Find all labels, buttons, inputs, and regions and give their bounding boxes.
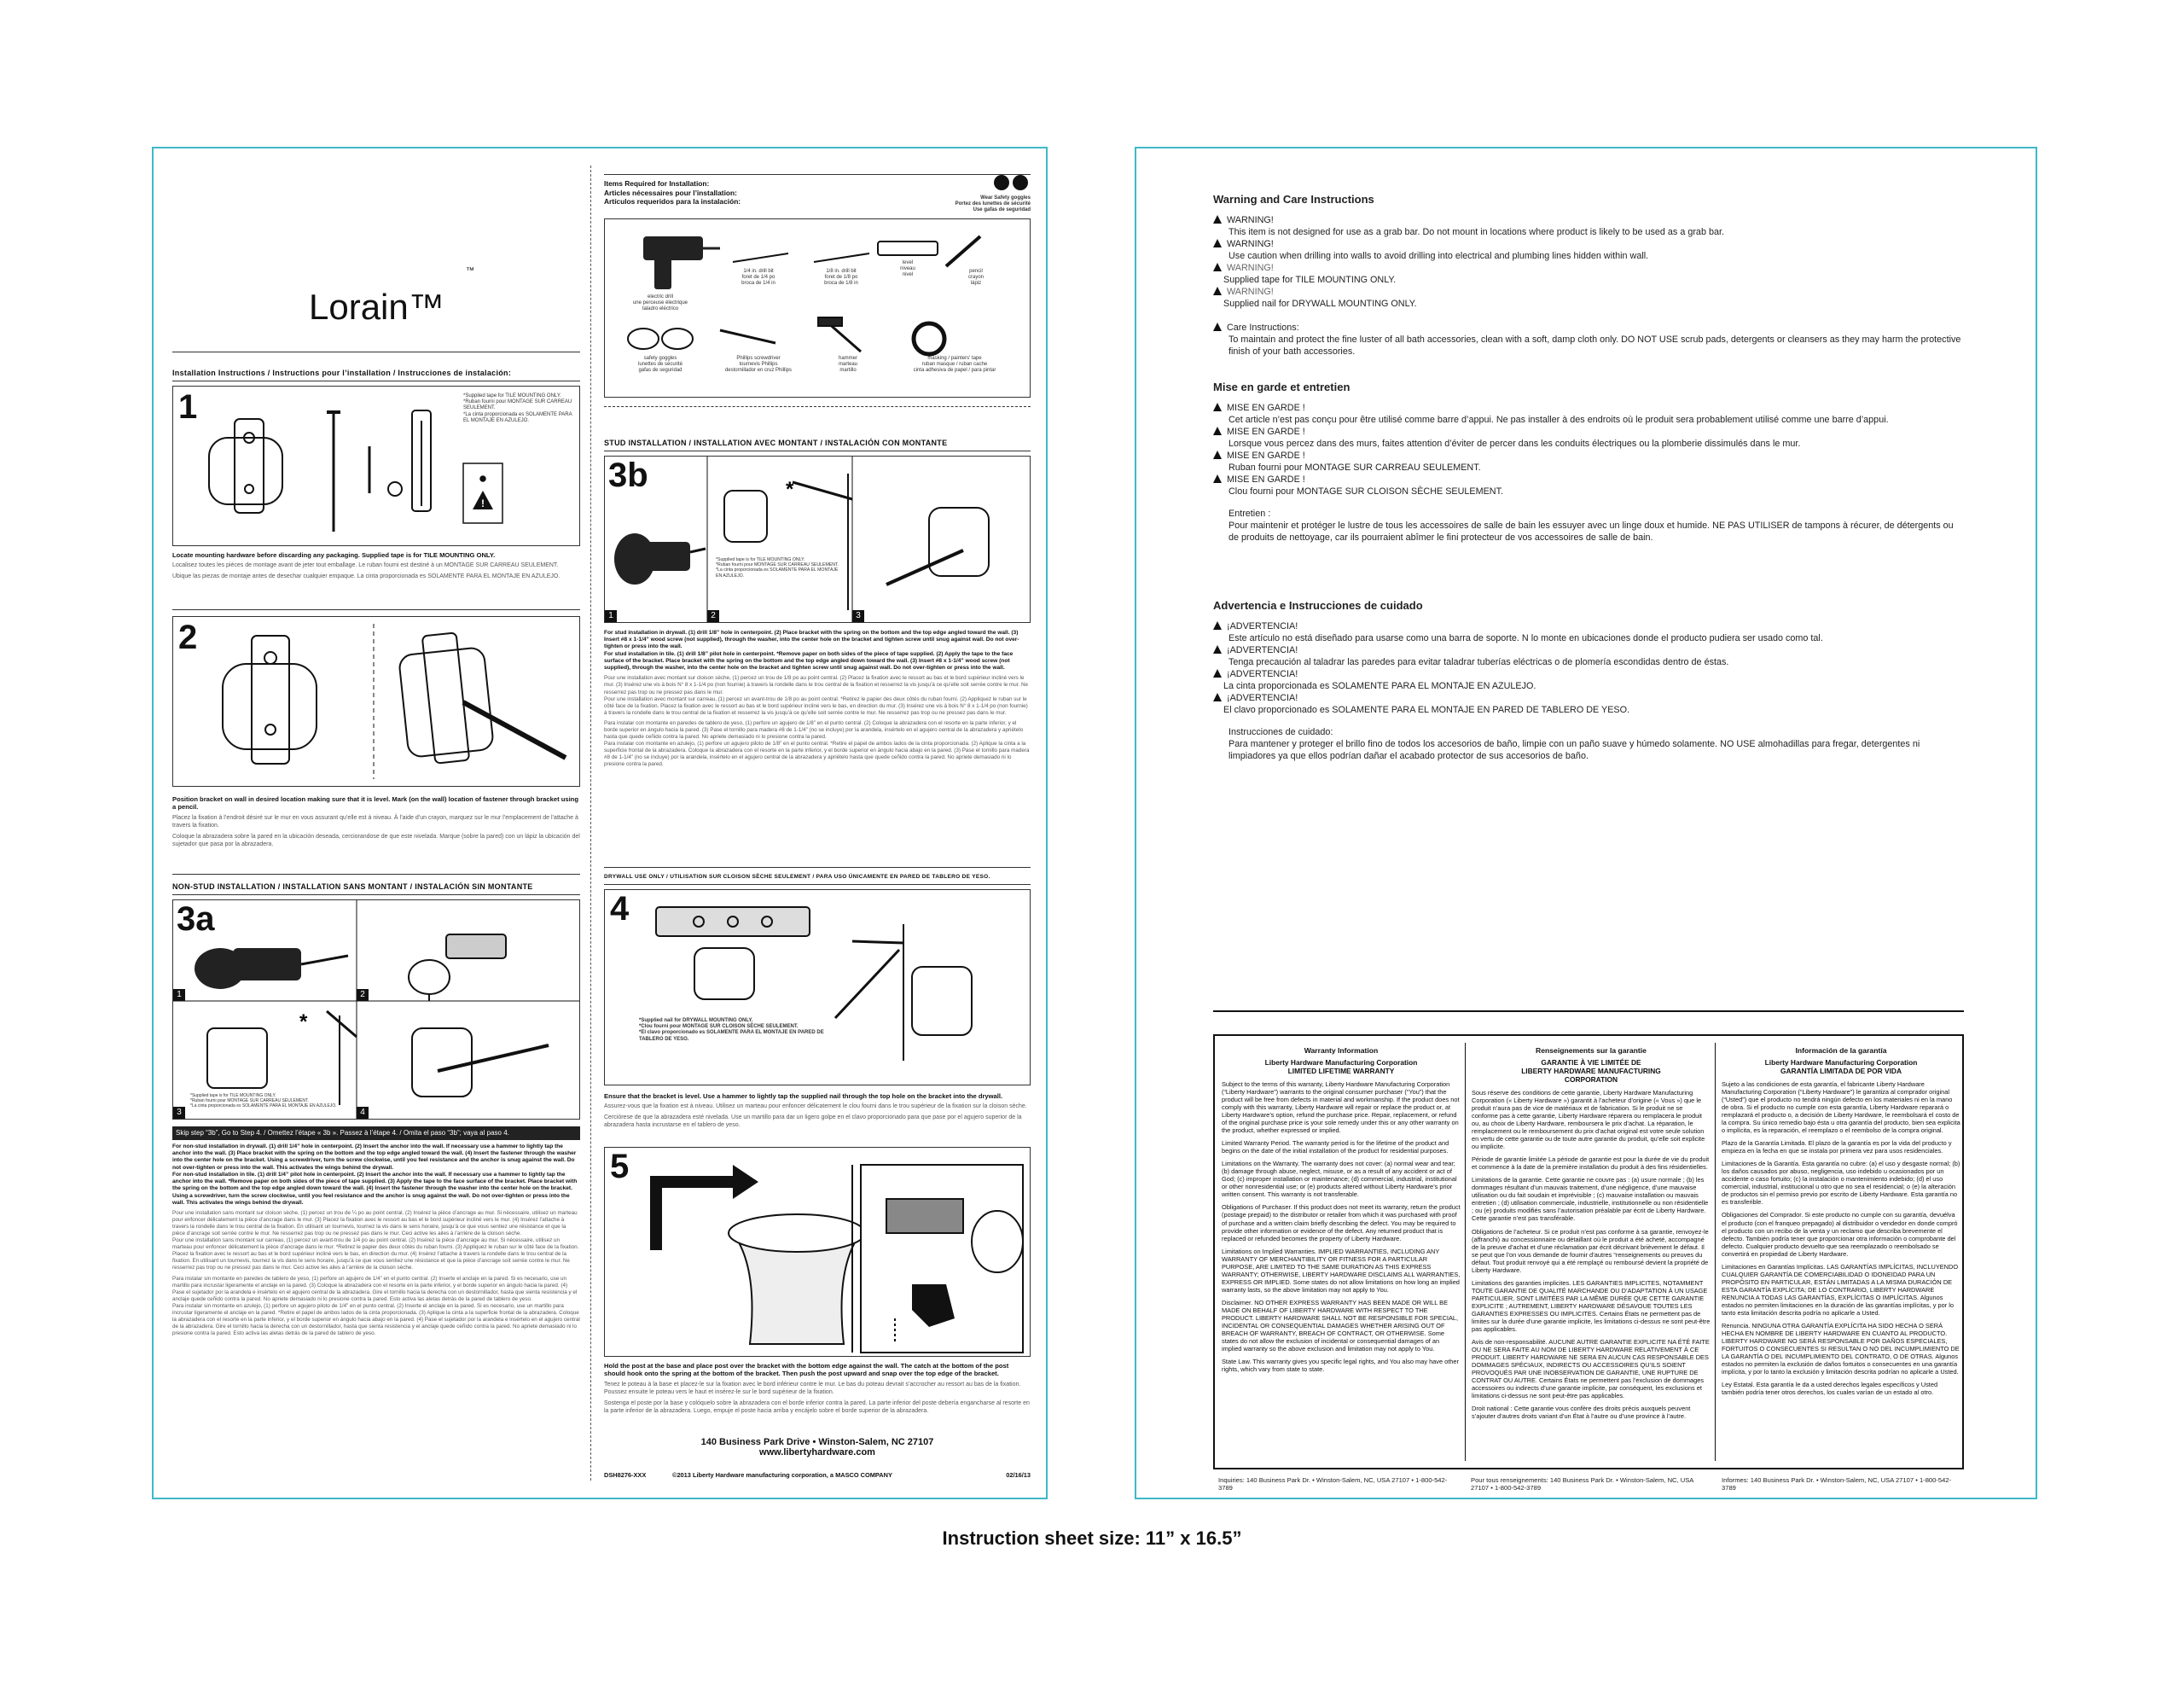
warranty-para: Limitations on Implied Warranties. IMPLIED WARRANTIES, INCLUDING ANY WARRANTY OF MERCHANTIBILITY OR FITNESS FOR A PARTICULAR PURPOSE, ARE LIMITED TO THE SAME DURATION AS THIS EXPRESS WARRANTY; OTHERWISE, LIBERTY HARDWARE DISCLAIMS ALL WARRANTIES, EXPRESS OR IMPLIED. Some states do not allow limitations on how long an implied warranty lasts, so the above limitation may not apply to You.: [1222, 1247, 1461, 1294]
adv-item: ¡ADVERTENCIA!: [1213, 620, 1964, 632]
adv-item: ¡ADVERTENCIA!: [1213, 692, 1964, 704]
warranty-title: GARANTIE À VIE LIMITÉE DE LIBERTY HARDWARE MANUFACTURING CORPORATION: [1521, 1058, 1661, 1084]
wear-safety-text: Wear Safety goggles Portez des lunettes de sécurité Use gafas de seguridad: [955, 195, 1031, 213]
company-footer: [604, 1437, 1031, 1458]
drill-bit-icon: [814, 253, 869, 262]
stud-illustration: [605, 457, 1030, 622]
tool-label-bit-quarter: 1/4 in. drill bit foret de 1/4 po broca de 1/4 in: [741, 269, 775, 287]
adv-item: ¡ADVERTENCIA!: [1213, 644, 1964, 656]
post-illustration: [605, 1148, 1030, 1356]
tape-note: *Supplied tape for TILE MOUNTING ONLY. *Ruban fourni pour MONTAGE SUR CARREAU SEULEMENT. *La cinta proporcionada es SOLAMENTE PARA EL MONTAJE EN AZULEJO.: [463, 393, 572, 423]
safety-note: [860, 174, 1031, 214]
warranty-para: Limitaciones de la Garantía. Esta garantía no cubre: (a) el uso y desgaste normal; (b) los daños causados por abuso, negligencia, uso indebido u ocasionados por un accidente o caso fortuito; (c) la instalación o mantenimiento indebido; (d) el uso comercial, industrial, institucional u otro que no sea el residencial; o (e) la alteración de productos sin el permiso previo por escrito de Liberty Hardware. Esta garantía no es transferible.: [1722, 1160, 1960, 1207]
sub-step-3: 3: [852, 610, 864, 622]
warranty-heading: Warranty Information: [1304, 1046, 1379, 1055]
step-2-en: Position bracket on wall in desired location making sure that it is level. Mark (on the wall) location of fastener through bracket using a pencil.: [172, 795, 578, 812]
step-number: 5: [610, 1148, 630, 1185]
warranty-para: Limitaciones en Garantías Implícitas. LAS GARANTÍAS IMPLÍCITAS, INCLUYENDO CUALQUIER GARANTÍA DE COMERCIABILIDAD O IDONEIDAD PARA UN PROPÓSITO EN PARTICULAR, ESTÁN LIMITADAS A LA MISMA DURACIÓN DE ESTA GARANTÍA EXPLÍCITA; DE LO CONTRARIO, LIBERTY HARDWARE RENUNCIA A TODAS LAS GARANTÍAS, EXPLÍCITAS O IMPLÍCITAS. Algunos estados no permiten limitaciones en la duración de las garantías implícitas, y por lo tanto esta limitación descrita podría no aplicarle a Usted.: [1722, 1262, 1959, 1317]
warranty-para: Période de garantie limitée La période de garantie est pour la durée de vie du produit et commence à la date de la première installation du produit à des fins résidentielles.: [1472, 1155, 1710, 1172]
warning-triangle-icon: [1213, 645, 1222, 654]
sub-step-1: 1: [173, 989, 185, 1001]
bracket-illustration: [173, 617, 579, 786]
warranty-para: Obligaciones del Comprador. Si este producto no cumple con su garantía, devuélva el producto (con el franqueo prepagado) al distribuidor o vendedor en donde compró el producto con un recibo de la venta y un reclamo que describa brevemente el defecto. También podría tener que proporcionar otra información o comprobante del defecto. Cualquier producto devuelto que sea reemplazado o reembolsado se convertirá en propiedad de Liberty Hardware.: [1722, 1211, 1958, 1258]
warning-text: Supplied nail for DRYWALL MOUNTING ONLY.: [1223, 299, 1417, 310]
step-4-panel: [604, 889, 1031, 1085]
doc-date: 02/16/13: [1006, 1471, 1031, 1479]
tool-label-drill: electric drill une perceuse électrique taladro eléctrico: [632, 294, 688, 312]
advertencia-heading: Advertencia e Instrucciones de cuidado: [1213, 599, 1423, 612]
step-1-fr: Localisez toutes les pièces de montage avant de jeter tout emballage. Le ruban fourni est destiné à un MONTAGE SUR CARREAU SEULEMENT.: [172, 562, 559, 569]
divider: [604, 867, 1031, 868]
doc-code: DSH8276-XXX: [604, 1471, 647, 1479]
sub-step-3: 3: [173, 1107, 185, 1119]
inquiry-es: Informes: 140 Business Park Dr. • Winston-Salem, NC, USA 27107 • 1-800-542-3789: [1722, 1476, 1952, 1492]
step-3a-en: For non-stud installation in drywall. (1) drill 1/4” hole in centerpoint. (2) Insert the anchor into the wall. If necessary use a hammer to lightly tap the anchor into the wall. (3) Place bracket with the spring on the bottom and the top edge angled toward the wall. (4) Insert the fastener through the washer into the center hole on the bracket. Using a screwdriver, turn the screw clockwise, until you feel resistance and the anchor is snug against the wall. Do not over-tighten or press into the wall. This activates the wings behind the drywall. For non-stud installation in tile. (1) drill 1/4” pilot hole in centerpoint. (2) Insert the anchor into the wall. If necessary use a hammer to lightly tap the anchor into the wall. *Remove paper on both sides of the piece of tape supplied. (3) Apply the tape to the face surface of the bracket. Place bracket with the spring on the bottom and the top edge angled down toward the wall. (4) Insert the fastener through the washer into the center hole on the bracket. Using a screwdriver, turn the screw clockwise, until you feel resistance and the anchor is snug against the wall. Do not over-tighten or press into the wall. This activates the wings behind the drywall.: [172, 1143, 578, 1206]
step-3a-es: Para instalar sin montante en paredes de tablero de yeso, (1) perfore un agujero de 1/4” en el punto central. (2) Inserte el anclaje en la pared. Si es necesario, use un martillo para incrustar ligeramente el anclaje en la pared. (3) Coloque la abrazadera con el resorte en la parte inferior, y el borde superior en ángulo hacia la pared. (4) Pase el sujetador por la arandela e insértelo en el agujero central de la abrazadera. Gire el tornillo hacia la derecha con un destornillador, hasta que sienta resistencia y el anclaje quede ceñido contra la pared. No apriete demasiado ni lo presione contra la pared. Esto activa las aletas detrás de la pared de tablero de yeso. Para instalar sin montante en azulejo, (1) perfore un agujero piloto de 1/4” en el punto central. (2) Inserte el anclaje en la pared. Si es necesario, use un martillo para incrustar ligeramente el anclaje en la pared. *Retire el papel de ambos lados de la cinta proporcionada. (3) Aplique la cinta a la superficie frontal de la abrazadera. Coloque la abrazadera con el resorte en la parte inferior, y el borde superior en ángulo hacia abajo en la pared. (4) Pase el sujetador por la arandela e insértelo en el agujero central de la abrazadera. Gire el tornillo hacia la derecha con un destornillador, hasta que sienta resistencia y el anclaje quede ceñido contra la pared. No apriete demasiado ni lo presione contra la pared. Esto activa las aletas detrás de la pared de tablero de yeso.: [172, 1275, 580, 1336]
mise-item: MISE EN GARDE !: [1213, 450, 1964, 462]
items-required-heading: Items Required for Installation: Articles nécessaires pour l’installation: Artículos requeridos para la instalación:: [604, 179, 741, 206]
step-3b-es: Para instalar con montante en paredes de tablero de yeso, (1) perfore un agujero de 1/8” en el punto central. (2) Coloque la abrazadera con el resorte en la parte inferior, y el borde superior en ángulo hacia la pared. (3) Pase el tornillo para madera #8 de 1-1/4” (no se incluye) por la arandela, insértelo en el agujero central de la abrazadera y apriételo hasta que quede ceñido contra la pared. No apriete demasiado ni lo presione contra la pared. Para instalar con montante en azulejo, (1) perfore un agujero piloto de 1/8” en el punto central. *Retire el papel de ambos lados de la cinta proporcionada. (2) Aplique la cinta a la superficie frontal de la abrazadera. Coloque la abrazadera con el resorte en la parte inferior, y el borde superior en ángulo hacia abajo en la pared. (3) Pase el tornillo para madera #8 de 1-1/4” (no se incluye) por la arandela, insértelo en el agujero central de la abrazadera y apriételo hasta que quede ceñido contra la pared. No apriete demasiado ni lo presione contra la pared.: [604, 719, 1030, 767]
step-4-fr: Assurez-vous que la fixation est à niveau. Utilisez un marteau pour enfoncer délicatement le clou fourni dans le trou supérieur de la fixation sur la cloison sèche.: [604, 1103, 1027, 1110]
sub-step-1: 1: [605, 610, 617, 622]
fold-line: [590, 166, 591, 1481]
nail-note: *Supplied nail for DRYWALL MOUNTING ONLY. *Clou fourni pour MONTAGE SUR CLOISON SÈCHE SEULEMENT. *El clavo proporcionado es SOLAMENTE PARA EL MONTAJE EN PARED DE TABLERO DE YESO.: [639, 1018, 824, 1042]
warning-heading: Warning and Care Instructions: [1213, 193, 1374, 206]
divider: [172, 894, 580, 895]
column-divider: [1465, 1043, 1466, 1461]
warranty-para: Sous réserve des conditions de cette garantie, Liberty Hardware Manufacturing Corporation (« Liberty Hardware ») garantit à l’acheteur d’origine (« Vous ») que le produit n’aura pas de vice de matériaux et de fabrication. Si le produit ne se conforme pas à cette garantie, Liberty Hardware réparera ou remplacera le produit ou, au choix de Liberty Hardware, remboursera le prix d’achat. La réparation, le remplacement ou le remboursement du prix d’achat original est votre seule solution en vertu de cette garantie ou de toute autre garantie du produit, qu’elle soit explicite ou implicite.: [1472, 1089, 1705, 1151]
warranty-para: Limited Warranty Period. The warranty period is for the lifetime of the product and begins on the date of the initial installation of the product for residential purposes.: [1222, 1139, 1449, 1155]
warranty-para: Obligations de l’acheteur. Si ce produit n’est pas conforme à sa garantie, renvoyez-le (affranchi) au concessionnaire ou détaillant où le produit a été acheté, accompagné de la preuve d’achat et d’une réclamation par écrit décrivant brièvement le défaut. Il se peut que l’on vous demande de fournir d’autres “renseignements ou preuves du défaut. Tout produit renvoyé qui a été remplaçé ou remboursé devient la propriété de Liberty Hardware.: [1472, 1227, 1709, 1274]
warranty-title: Liberty Hardware Manufacturing Corporation LIMITED LIFETIME WARRANTY: [1264, 1058, 1418, 1075]
tool-label-hammer: hammer marteau martillo: [838, 356, 857, 374]
non-stud-heading: NON-STUD INSTALLATION / INSTALLATION SANS MONTANT / INSTALACIÓN SIN MONTANTE: [172, 882, 533, 891]
company-address: 140 Business Park Drive • Winston-Salem, NC 27107: [700, 1437, 934, 1447]
step-5-en: Hold the post at the base and place post over the bracket with the bottom edge against the wall. The catch at the bottom of the post should hook onto the spring at the bottom of the bracket. Then push the post upward and snap over the top edge of the bracket.: [604, 1362, 1009, 1378]
warning-text: This item is not designed for use as a grab bar. Do not mount in locations where product is likely to be used as a grab bar.: [1228, 227, 1724, 238]
mise-heading: Mise en garde et entretien: [1213, 381, 1350, 393]
warning-triangle-icon: [1213, 263, 1222, 271]
step-2-text: [172, 795, 580, 849]
warning-triangle-icon: [1213, 621, 1222, 630]
warranty-para: Plazo de la Garantía Limitada. El plazo de la garantía es por la vida del producto y empieza en la fecha en que se instala por primera vez para usos residenciales.: [1722, 1139, 1952, 1155]
screwdriver-icon: [720, 330, 775, 343]
step-1-es: Ubique las piezas de montaje antes de desechar cualquier empaque. La cinta proporcionada es SOLAMENTE PARA EL MONTAJE EN AZULEJO.: [172, 573, 561, 580]
warranty-para: Ley Estatal. Esta garantía le da a usted derechos legales específicos y Usted también podría tener otros derechos, los cuales varían de un estado al otro.: [1722, 1381, 1938, 1397]
level-icon: [878, 241, 938, 255]
mise-section: [1213, 381, 1964, 544]
svg-text:*: *: [299, 1010, 308, 1033]
mise-item: MISE EN GARDE !: [1213, 426, 1964, 438]
warranty-para: Limitations des garanties implicites. LES GARANTIES IMPLICITES, NOTAMMENT TOUTE GARANTIE DE QUALITÉ MARCHANDE OU D’ADAPTATION À UN USAGE PARTICULIER, SONT LIMITÉES PAR LA MÊME DURÉE QUE CETTE GARANTIE EXPLICITE ; AUTREMENT, LIBERTY HARDWARE DÉSAVOUE TOUTES LES GARANTIES EXPRESSES OU IMPLICITES. Certains États ne permettent pas de limites sur la durée d’une garantie implicite, les limitations ci-dessus ne sont peut-être pas applicables.: [1472, 1278, 1711, 1333]
tool-label-tape: masking / painters' tape ruban masque / ruban cache cinta adhesiva de papel / para pintar: [913, 356, 996, 374]
warranty-para: Renuncia. NINGUNA OTRA GARANTÍA EXPLÍCITA HA SIDO HECHA O SERÁ HECHA EN NOMBRE DE LIBERTY HARDWARE EN CUANTO AL PRODUCTO. LIBERTY HARDWARE NO SERÁ RESPONSABLE POR DAÑOS ESPECIALES, FORTUITOS O CONSECUENTES SI RESULTAN O NO DEL INCUMPLIMIENTO DE LA GARANTÍA O DEL INCUMPLIMIENTO DEL CONTRATO, O DE OTRAS. Algunos estados no permiten la exclusión de daños fortuitos o consecuentes en una garantía implícita, y por lo tanto la exclusión y limitación descrita podrían no aplicarle a Usted.: [1722, 1321, 1960, 1376]
warranty-para: Subject to the terms of this warranty, Liberty Hardware Manufacturing Corporation (“Liberty Hardware”) warrants to the original consumer purchaser (“You”) that the product will be free from defects in material and workmanship. If the product does not comply with this warranty, Liberty Hardware will repair or replace the product or, at Liberty Hardware’s option, refund the purchase price. Repair, replacement, or refund of the original purchase price is your sole remedy under this or any other warranty on the product, whether expressed or implied.: [1222, 1080, 1460, 1135]
step-1-en: Locate mounting hardware before discarding any packaging. Supplied tape is for TILE MOUNTING ONLY.: [172, 551, 496, 559]
tool-label-bit-eighth: 1/8 in. drill bit foret de 1/8 po broca de 1/8 in: [824, 269, 858, 287]
adv-text: La cinta proporcionada es SOLAMENTE PARA EL MONTAJE EN AZULEJO.: [1223, 681, 1536, 692]
step-1-panel: [172, 386, 580, 546]
mise-text: Clou fourni pour MONTAGE SUR CLOISON SÈCHE SEULEMENT.: [1228, 486, 1503, 497]
adv-care-text: Para mantener y proteger el brillo fino de todos los accesorios de baño, limpie con un paño suave y húmedo solamente. NO USE almohadillas para fregar, detergentes ni limpiadores ya que ellos podrían dañar el acabado protector de sus accesorios de baño.: [1228, 739, 1920, 762]
tape-note: *Supplied tape is for TILE MOUNTING ONLY. *Ruban fourni pour MONTAGE SUR CARREAU SEULEMENT. *La cinta proporcionada es SOLAMENTE PARA EL MONTAJE EN AZULEJO.: [716, 557, 839, 579]
warning-triangle-icon: [1213, 474, 1222, 483]
drill-icon: [643, 236, 703, 260]
warning-triangle-icon: [1213, 451, 1222, 459]
drill-bit-icon: [733, 253, 788, 262]
warning-triangle-icon: [1213, 403, 1222, 411]
mise-item: MISE EN GARDE !: [1213, 474, 1964, 486]
tool-label-screwdriver: Phillips screwdriver tournevis Phillips destornillador en cruz Phillips: [724, 356, 793, 374]
pencil-icon: [946, 236, 980, 266]
warning-triangle-icon: [1213, 287, 1222, 295]
divider: [172, 874, 580, 875]
step-5-es: Sostenga el poste por la base y colóquelo sobre la abrazadera con el borde inferior contra la pared. La parte inferior del poste debería engancharse al resorte en la parte inferior de la abrazadera. Luego, empuje el poste hacia arriba y encájelo sobre el borde superior de la abrazadera.: [604, 1399, 1030, 1414]
company-website: www.libertyhardware.com: [759, 1447, 875, 1458]
step-number: 3b: [608, 457, 648, 494]
divider: [1213, 1010, 1964, 1012]
tm-mark: ™: [466, 266, 474, 276]
warranty-box: [1213, 1034, 1964, 1469]
stud-heading: STUD INSTALLATION / INSTALLATION AVEC MONTANT / INSTALACIÓN CON MONTANTE: [604, 439, 948, 447]
step-3b-en: For stud installation in drywall. (1) drill 1/8” hole in centerpoint. (2) Place bracket with the spring on the bottom and the top edge angled toward the wall. (3) Insert #8 x 1-1/4” wood screw (not supplied), through the washer, into the center hole on the bracket and tighten screw until snug against wall. Do not over-tighten or press into the wall. For stud installation in tile. (1) drill 1/8” pilot hole in centerpoint. *Remove paper on both sides of the piece of tape supplied. (2) Apply the tape to the face surface of the bracket. Place bracket with the spring on the bottom and the top edge angled down toward the wall. (3) Insert #8 x 1-1/4” wood screw (not supplied), through the washer, into the center hole on the bracket and tighten screw until snug against wall. Do not over-tighten or press into the wall.: [604, 630, 1019, 672]
warranty-para: Limitations on the Warranty. The warranty does not cover: (a) normal wear and tear; (b) damage through abuse, neglect, misuse, or as a result of any accident or act of God; (c) improper installation or maintenance; (d) commercial, industrial, institutional or other nonresidential use; or (e) products altered without Liberty Hardware’s prior written consent. This warranty is not transferable.: [1222, 1160, 1457, 1199]
install-heading: Installation Instructions / Instructions pour l’installation / Instrucciones de instalación:: [172, 369, 512, 377]
divider: [604, 884, 1031, 885]
advertencia-section: [1213, 599, 1964, 762]
care-text: To maintain and protect the fine luster of all bath accessories, clean with a soft, damp cloth only. DO NOT USE scrub pads, detergents or cleansers as they may harm the protective finish of your bath accessories.: [1228, 335, 1961, 358]
sheet-size-caption: Instruction sheet size: 11” x 16.5”: [942, 1527, 1242, 1549]
warranty-heading: Renseignements sur la garantie: [1536, 1046, 1647, 1055]
skip-step-bar: Skip step “3b”, Go to Step 4. / Omettez l’étape « 3b ». Passez à l’étape 4. / Omita el paso “3b”; vaya al paso 4.: [172, 1126, 580, 1140]
adv-item: ¡ADVERTENCIA!: [1213, 668, 1964, 680]
step-number: 3a: [177, 900, 215, 938]
mise-text: Cet article n’est pas conçu pour être utilisé comme barre d’appui. Ne pas installer à des endroits où le produit sera probablement utilisé comme une barre d’appui.: [1228, 415, 1889, 426]
warning-triangle-icon: [1213, 239, 1222, 247]
tape-roll-icon: [914, 323, 944, 354]
warning-triangle-icon: [1213, 693, 1222, 701]
copyright: ©2013 Liberty Hardware manufacturing corporation, a MASCO COMPANY: [672, 1471, 892, 1479]
warning-text: Supplied tape for TILE MOUNTING ONLY.: [1223, 275, 1397, 286]
title-zone: [172, 148, 580, 345]
mise-text: Ruban fourni pour MONTAGE SUR CARREAU SEULEMENT.: [1228, 463, 1481, 474]
step-2-fr: Placez la fixation à l’endroit désiré sur le mur en vous assurant qu’elle est à niveau. À l’aide d’un crayon, marquez sur le mur l’emplacement de l’attache à travers la fixation.: [172, 814, 578, 829]
warranty-title: Liberty Hardware Manufacturing Corporation GARANTÍA LIMITADA DE POR VIDA: [1764, 1058, 1918, 1075]
brand-name: Lorain™: [309, 287, 444, 327]
warranty-para: Avis de non-responsabilité. AUCUNE AUTRE GARANTIE EXPLICITE NA ÉTÉ FAITE OU NE SERA FAITE AU NOM DE LIBERTY HARDWARE RELATIVEMENT À CE PRODUIT. LIBERTY HARDWARE NE SERA EN AUCUN CAS RESPONSABLE DES DOMMAGES SPÉCIAUX, INDIRECTS OU ACCESSOIRES QU’ILS SOIENT PROVOQUÉS PAR UNE INOBSERVATION DE GARANTIE, UNE RUPTURE DE CONTRAT OU AUTRE. Certains États ne permettent pas l’exclusion de dommages accessoires ou indirects d’une garantie implicite, par conséquent, les exclusions et limitations ci-dessus ne sont peut-être pas applicables.: [1472, 1337, 1710, 1400]
step-3b-panel: [604, 456, 1031, 623]
warranty-col-en: [1222, 1046, 1461, 1378]
step-3a-fr: Pour une installation sans montant sur cloison sèche, (1) percez un trou de ¼ po au point central. (2) Insérez la pièce d’ancrage au mur. Si nécessaire, utilisez un marteau pour enfoncer délicatement la pièce d’ancrage dans le mur. (3) Placez la fixation avec le ressort au bas et le bord supérieur incliné vers le mur. (4) Insérez l’attache à travers la rondelle dans le trou central de la fixation. En utilisant un tournevis, tournez la vis dans le sens horaire, jusqu’à ce que vous sentiez une résistance et que la pièce d’ancrage soit serrée contre le mur. Ne resserrez pas trop ou ne pressez pas dans le mur. Ceci active les ailes à l’arrière de la cloison sèche. Pour une installation sans montant sur carreau, (1) percez un avant-trou de 1/4 po au point central. (2) Insérez la pièce d’ancrage au mur. Si nécessaire, utilisez un marteau pour enfoncer délicatement la pièce d’ancrage dans le mur. *Retirez le papier des deux côtés du ruban fourni. (3) Appliquez le ruban sur le côté face de la fixation. Placez la fixation avec le ressort au bas et le bord supérieur incliné vers le bas, en direction du mur. (4) Insérez l’attache à travers la rondelle dans le trou central de la fixation. En utilisant un tournevis, tournez la vis dans le sens horaire, jusqu’à ce que vous sentiez une résistance et que la pièce d’ancrage soit serrée contre le mur. Ne resserrez pas trop ou ne pressez pas dans le mur. Ceci active les ailes à l’arrière de la cloison sèche.: [172, 1210, 579, 1271]
mise-item: MISE EN GARDE !: [1213, 402, 1964, 414]
tool-label-pencil: pencil crayon lápiz: [967, 269, 984, 287]
mise-care-text: Pour maintenir et protéger le lustre de tous les accessoires de salle de bain les essuyer avec un linge doux et humide. NE PAS UTILISER de tampons à récurer, de détergents ou de produits de nettoyage, car ils pourraient abîmer le fini protecteur de vos accessoires de salle de bain.: [1228, 521, 1954, 544]
warranty-para: Limitations de la garantie. Cette garantie ne couvre pas : (a) usure normale ; (b) les dommages résultant d’un mauvais traitement, d’une négligence, d’une mauvaise utilisation ou du fait soudain et imprévisible ; (c) mauvaise installation ou mauvais entretien ; (d) utilisation commerciale, industrielle, institutionnelle ou non résidentielle ; ou (e) produits modifiés sans l’autorisation préalable par écrit de Liberty Hardware. Cette garantie n’est pas transférable.: [1472, 1176, 1709, 1223]
sub-step-2: 2: [707, 610, 719, 622]
adv-text: El clavo proporcionado es SOLAMENTE PARA EL MONTAJE EN PARED DE TABLERO DE YESO.: [1223, 705, 1630, 716]
warranty-para: Disclaimer. NO OTHER EXPRESS WARRANTY HAS BEEN MADE OR WILL BE MADE ON BEHALF OF LIBERTY HARDWARE WITH RESPECT TO THE PRODUCT. LIBERTY HARDWARE SHALL NOT BE RESPONSIBLE FOR SPECIAL, INCIDENTAL OR CONSEQUENTIAL DAMAGES WHETHER ARISING OUT OF BREACH OF WARRANTY, BREACH OF CONTRACT, OR OTHERWISE. Some states do not allow the exclusion of incidental or consequential damages of an implied warranty so the above exclusion and limitation may not apply to You.: [1222, 1298, 1459, 1353]
step-5-fr: Tenez le poteau à la base et placez-le sur la fixation avec le bord inférieur contre le mur. Le bas du poteau devrait s’accrocher au ressort au bas de la fixation. Poussez ensuite le poteau vers le haut et insérez-le sur le bord supérieur de la fixation.: [604, 1381, 1021, 1395]
step-3b-text: [604, 630, 1031, 768]
tool-label-goggles: safety goggles lunettes de sécurité gafas de seguridad: [637, 356, 683, 374]
warranty-para: State Law. This warranty gives you specific legal rights, and You also may have other rights, which vary from state to state.: [1222, 1358, 1459, 1374]
step-3a-text: [172, 1143, 580, 1337]
tool-label-level: level niveau nivel: [900, 260, 915, 278]
step-4-text: [604, 1092, 1031, 1130]
tools-panel: [604, 218, 1031, 398]
warning-triangle-icon: [1213, 215, 1222, 224]
column-divider: [1715, 1043, 1716, 1461]
warranty-heading: Información de la garantía: [1795, 1046, 1887, 1055]
warranty-para: Droit national : Cette garantie vous confère des droits précis auxquels peuvent s’ajouter d’autres droits variant d’un État à l’autre ou d’une province à l’autre.: [1472, 1405, 1691, 1421]
warranty-sheet: [1135, 147, 2037, 1499]
instructions-column-right: [604, 148, 1031, 1498]
nail-illustration: [605, 890, 1030, 1085]
step-number: 2: [178, 619, 198, 656]
svg-text:*: *: [786, 478, 794, 501]
warning-text: Use caution when drilling into walls to avoid drilling into electrical and plumbing lines hidden within wall.: [1228, 251, 1649, 262]
adv-care-label: Instrucciones de cuidado:: [1228, 727, 1333, 738]
warning-item: WARNING!: [1213, 214, 1964, 226]
care-item: Care Instructions:: [1213, 322, 1964, 334]
sub-step-4: 4: [357, 1107, 369, 1119]
sub-step-2: 2: [357, 989, 369, 1001]
warranty-para: Sujeto a las condiciones de esta garantía, el fabricante Liberty Hardware Manufacturing Corporation (“Liberty Hardware”) le garantiza al comprador original (“Usted”) que el producto no tendrá ningún defecto en los materiales ni en la mano de obra. Si el producto no cumple con esta garantía, Liberty Hardware reparará o remplazará el producto o, a decisión de Liberty Hardware, le reembolsará el costo de la compra. Su único remedio bajo ésta u otra garantía del producto, bien sea explicita o implícita, es la reparación, el reemplazo o el reembolso de la compra original.: [1722, 1080, 1960, 1135]
step-number: 1: [178, 388, 198, 426]
warning-item: WARNING!: [1213, 262, 1964, 274]
divider: [172, 609, 580, 610]
drywall-heading: DRYWALL USE ONLY / UTILISATION SUR CLOISON SÈCHE SEULEMENT / PARA USO ÚNICAMENTE EN PARED DE TABLERO DE YESO.: [604, 874, 990, 880]
mise-text: Lorsque vous percez dans des murs, faites attention d’éviter de percer dans les conduits électriques ou la plomberie dissimulés dans le mur.: [1228, 439, 1801, 450]
inquiry-fr: Pour tous renseignements: 140 Business Park Dr. • Winston-Salem, NC, USA 27107 • 1-800-542-3789: [1471, 1476, 1693, 1492]
warranty-para: Obligations of Purchaser. If this product does not meet its warranty, return the product (postage prepaid) to the distributor or retailer from which it was purchased with proof of purchase and a written claim briefly describing the defect. You may be required to provide other information or evidence of the defect. Any returned product that is replaced or refunded becomes the property of Liberty Hardware.: [1222, 1203, 1461, 1242]
doc-meta: [604, 1471, 1031, 1479]
step-5-panel: [604, 1147, 1031, 1357]
step-3b-fr: Pour une installation avec montant sur cloison sèche, (1) percez un trou de 1/8 po au point central. (2) Placez la fixation avec le ressort au bas et le bord supérieur incliné vers le mur. (3) Insérez une vis à bois N° 8 x 1-1/4 po (non fournie) à travers la rondelle dans le trou central de la fixation et resserrez la vis jusqu’à ce qu’elle soit serrée contre le mur. Ne resserrez pas trop ou ne pressez pas dans le mur. Pour une installation avec montant sur carreau, (1) percez un avant-trou de 1/8 po au point central. *Retirez le papier des deux côtés du ruban fourni. (2) Appliquez le ruban sur le côté face de la fixation. Placez la fixation avec le ressort au bas et le bord supérieur incliné vers le bas, en direction du mur. (3) Insérez une vis à bois N° 8 x 1-1/4 po (non fournie) à travers la rondelle dans le trou central de la fixation et resserrez la vis jusqu’à ce qu’elle soit serrée contre le mur. Ne resserrez pas trop ou ne pressez pas dans le mur.: [604, 675, 1029, 716]
non-stud-illustration: [173, 900, 579, 1119]
step-1-text: [172, 551, 580, 581]
step-4-es: Cerciórese de que la abrazadera esté nivelada. Use un martillo para dar un ligero golpe en el clavo proporcionado para que pase por el agujero superior de la abrazadera hasta incrustarse en el tablero de yeso.: [604, 1114, 1022, 1129]
adv-text: Tenga precaución al taladrar las paredes para evitar taladrar tuberías eléctricas o de plomería escondidas dentro de éstas.: [1228, 657, 1729, 668]
step-5-text: [604, 1362, 1031, 1416]
warning-triangle-icon: [1213, 427, 1222, 435]
step-2-es: Coloque la abrazadera sobre la pared en la ubicación deseada, cerciorandose de que este nivelada. Marque (sobre la pared) con un lápiz la ubicación del sujetador que pasa por la abrazadera.: [172, 833, 580, 847]
warning-item: WARNING!: [1213, 238, 1964, 250]
installation-sheet: [152, 147, 1048, 1499]
warning-section: [1213, 193, 1964, 358]
step-2-panel: [172, 616, 580, 787]
adv-text: Este artículo no está diseñado para usarse como una barra de soporte. N lo monte en ubicaciones donde el producto pudiera ser usado como tal.: [1228, 633, 1823, 644]
svg-text:!: !: [481, 497, 485, 509]
warning-item: WARNING!: [1213, 286, 1964, 298]
warranty-col-es: [1722, 1046, 1960, 1401]
warning-triangle-icon: [1213, 669, 1222, 678]
divider: [604, 406, 1031, 407]
step-3a-panel: [172, 899, 580, 1120]
instructions-column-left: [172, 148, 580, 1498]
warning-triangle-icon: [1213, 323, 1222, 331]
safety-goggles-icon: [628, 329, 659, 349]
mise-care-label: Entretien :: [1228, 509, 1271, 520]
warranty-col-fr: [1472, 1046, 1711, 1425]
goggles-icon: [993, 174, 1031, 191]
inquiry-en: Inquiries: 140 Business Park Dr. • Winston-Salem, NC, USA 27107 • 1-800-542-3789: [1218, 1476, 1448, 1492]
tape-note: *Supplied tape is for TILE MOUNTING ONLY. *Ruban fourni pour MONTAGE SUR CARREAU SEULEMENT. *La cinta proporcionada es SOLAMENTE PARA EL MONTAJE EN AZULEJO.: [190, 1093, 337, 1108]
step-4-en: Ensure that the bracket is level. Use a hammer to lightly tap the supplied nail through the top hole on the bracket into the drywall.: [604, 1092, 1003, 1100]
step-number: 4: [610, 890, 630, 928]
